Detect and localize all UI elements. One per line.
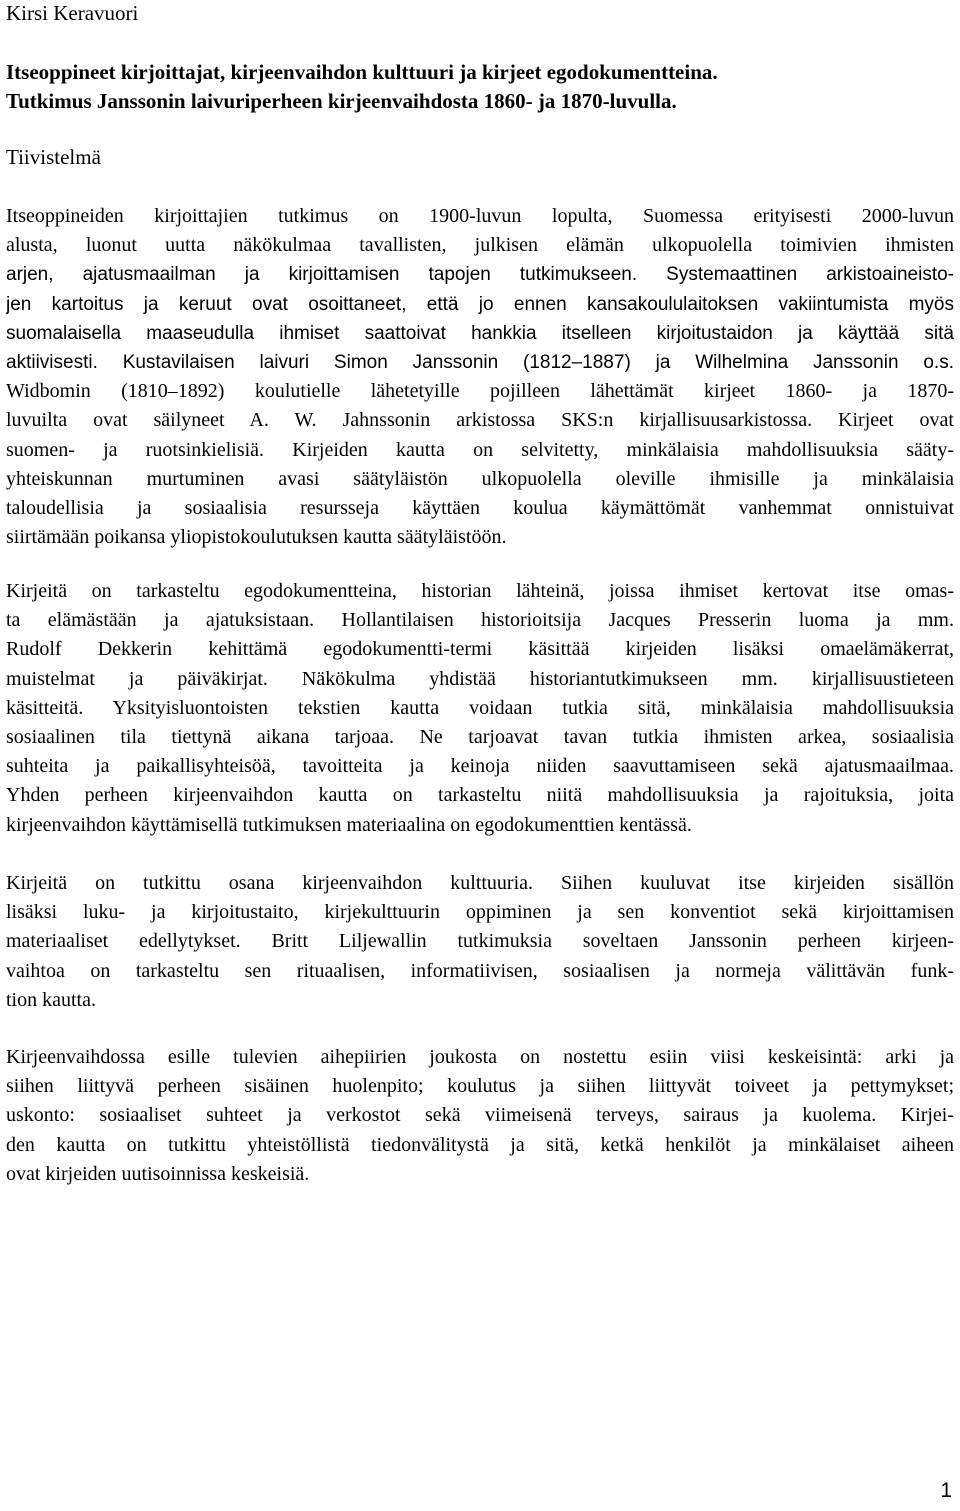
paragraph-line: käsitteitä. Yksityisluontoisten tekstien kautta voidaan tutkia sitä, minkälaisia mahdollisuuksia [6, 696, 954, 719]
paragraph-line: kirjeenvaihdon käyttämisellä tutkimuksen materiaalina on egodokumenttien kentässä. [6, 813, 692, 836]
paragraph-line: sosiaalinen tila tiettynä aikana tarjoaa. Ne tarjoavat tavan tutkia ihmisten arkea, sosiaalisia [6, 726, 954, 749]
paragraph-line: lisäksi luku- ja kirjoitustaito, kirjekulttuurin oppiminen ja sen konventiot sekä kirjoittamisen [6, 901, 954, 924]
paragraph-line: siirtämään poikansa yliopistokoulutuksen kautta säätyläistöön. [6, 526, 507, 549]
paragraph-line: alusta, luonut uutta näkökulmaa tavallisten, julkisen elämän ulkopuolella toimivien ihmisten [6, 234, 954, 257]
paragraph-line: vaihtoa on tarkasteltu sen rituaalisen, informatiivisen, sosiaalisen ja normeja välittävän funk- [6, 959, 954, 982]
paragraph-line: suomalaisella maaseudulla ihmiset saattoivat hankkia itselleen kirjoitustaidon ja käyttää sitä [6, 322, 954, 344]
paragraph-line: materiaaliset edellytykset. Britt Liljewallin tutkimuksia soveltaen Janssonin perheen kirjeen- [6, 930, 954, 953]
paragraph-line: siihen liittyvä perheen sisäinen huolenpito; koulutus ja siihen liittyvät toiveet ja pettymykset; [6, 1075, 954, 1098]
paragraph-1 [6, 202, 954, 552]
paragraph-line: Itseoppineiden kirjoittajien tutkimus on 1900-luvun lopulta, Suomessa erityisesti 2000-luvun [6, 205, 954, 227]
paragraph-line: ovat kirjeiden uutisoinnissa keskeisiä. [6, 1162, 310, 1185]
title-line-2: Tutkimus Janssonin laivuriperheen kirjeenvaihdosta 1860- ja 1870-luvulla. [6, 89, 677, 113]
paragraph-line: den kautta on tutkittu yhteistöllistä tiedonvälitystä ja sitä, ketkä henkilöt ja minkälaiset aiheen [6, 1133, 954, 1156]
abstract-heading: Tiivistelmä [6, 145, 101, 169]
paragraph-line: Kirjeenvaihdossa esille tulevien aihepiirien joukosta on nostettu esiin viisi keskeisintä: arki ja [6, 1046, 954, 1068]
paragraph-line: suhteita ja paikallisyhteisöä, tavoitteita ja keinoja niiden saavuttamiseen sekä ajatusmaailmaa. [6, 755, 954, 778]
paragraph-line: Yhden perheen kirjeenvaihdon kautta on tarkasteltu niitä mahdollisuuksia ja rajoituksia, joita [6, 784, 954, 807]
author-name: Kirsi Keravuori [6, 1, 139, 25]
paragraph-line: arjen, ajatusmaailman ja kirjoittamisen tapojen tutkimukseen. Systemaattinen arkistoaineisto- [6, 264, 954, 286]
paragraph-line: taloudellisia ja sosiaalisia resursseja käyttäen koulua käymättömät vanhemmat onnistuivat [6, 497, 954, 520]
paragraph-line: jen kartoitus ja keruut ovat osoittaneet, että jo ennen kansakoululaitoksen vakiintumista myös [6, 293, 954, 315]
paragraph-line: suomen- ja ruotsinkielisiä. Kirjeiden kautta on selvitetty, minkälaisia mahdollisuuksia sääty- [6, 438, 954, 461]
paragraph-line: Rudolf Dekkerin kehittämä egodokumentti-termi käsittää kirjeiden lisäksi omaelämäkerrat, [6, 638, 954, 661]
paragraph-line: Kirjeitä on tarkasteltu egodokumentteina, historian lähteinä, joissa ihmiset kertovat itse omas- [6, 580, 954, 602]
document-title [6, 58, 718, 116]
paragraph-3 [6, 869, 954, 1015]
paragraph-line: luvuilta ovat säilyneet A. W. Jahnssonin arkistossa SKS:n kirjallisuusarkistossa. Kirjeet ovat [6, 409, 954, 432]
paragraph-4 [6, 1043, 954, 1189]
paragraph-line: tion kautta. [6, 988, 96, 1011]
paragraph-line: muistelmat ja päiväkirjat. Näkökulma yhdistää historiantutkimukseen mm. kirjallisuustieteen [6, 667, 954, 690]
paragraph-line: yhteiskunnan murtuminen avasi säätyläistön ulkopuolella oleville ihmisille ja minkälaisia [6, 467, 954, 490]
paragraph-line: aktiivisesti. Kustavilaisen laivuri Simon Janssonin (1812–1887) ja Wilhelmina Janssonin o.s. [6, 352, 954, 374]
paragraph-2 [6, 577, 954, 840]
page-number: 1 [940, 1479, 952, 1502]
paragraph-line: uskonto: sosiaaliset suhteet ja verkostot sekä viimeisenä terveys, sairaus ja kuolema. Kirjei- [6, 1104, 954, 1127]
title-line-1: Itseoppineet kirjoittajat, kirjeenvaihdon kulttuuri ja kirjeet egodokumentteina. [6, 60, 718, 84]
paragraph-line: ta elämästään ja ajatuksistaan. Hollantilaisen historioitsija Jacques Presserin luoma ja mm. [6, 609, 954, 632]
paragraph-line: Widbomin (1810–1892) koulutielle lähetetyille pojilleen lähettämät kirjeet 1860- ja 1870- [6, 380, 954, 403]
paragraph-line: Kirjeitä on tutkittu osana kirjeenvaihdon kulttuuria. Siihen kuuluvat itse kirjeiden sisällön [6, 872, 954, 894]
